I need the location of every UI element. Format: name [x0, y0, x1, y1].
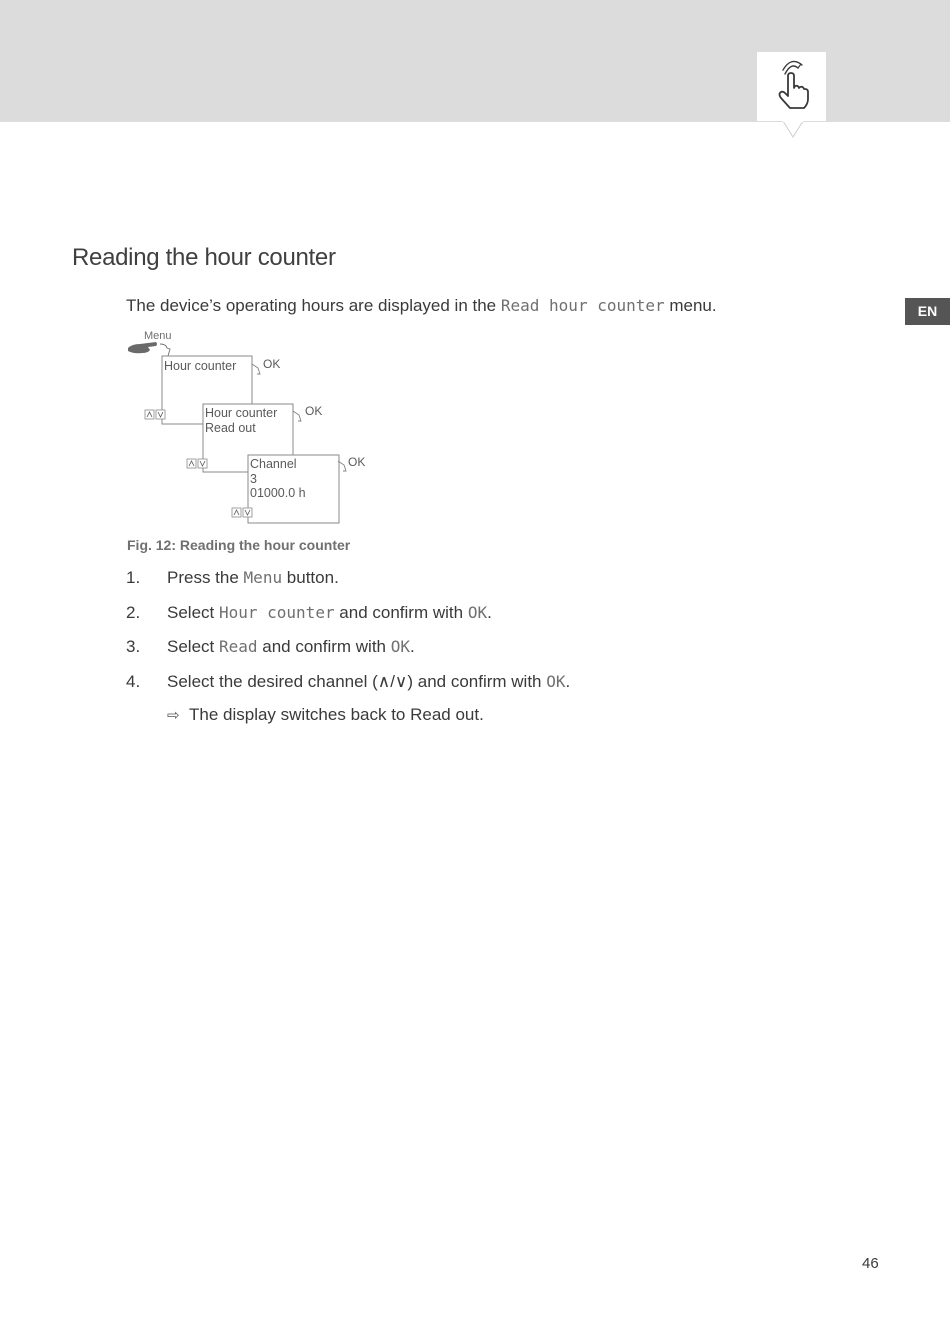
- up-down-arrow-keys: [145, 410, 165, 419]
- step-number: 2.: [126, 602, 141, 622]
- figure-caption: Fig. 12: Reading the hour counter: [127, 537, 351, 553]
- step-text-before: Select the desired channel (: [167, 671, 378, 691]
- screen1-ok-label: OK: [263, 357, 281, 371]
- step-number: 1.: [126, 568, 141, 587]
- step-text: [167, 670, 570, 694]
- step-code-ok: OK: [546, 671, 566, 691]
- step-code: Read: [218, 637, 258, 656]
- step-text-end: .: [487, 602, 492, 622]
- ok-press-icon: [293, 411, 301, 421]
- step-text-end: .: [565, 671, 571, 691]
- step-text-before: Select: [167, 602, 219, 622]
- language-badge[interactable]: EN: [905, 298, 950, 325]
- step-text-after: button.: [282, 568, 339, 587]
- step-code: Hour counter: [218, 602, 335, 622]
- step-text-before: Select: [167, 637, 219, 656]
- touch-hand-icon: [757, 52, 826, 121]
- step-text-after: ) and confirm with: [407, 671, 547, 691]
- step-number: 4.: [126, 671, 141, 691]
- screen2-line2: Read out: [205, 421, 256, 435]
- up-down-arrow-keys: [232, 508, 252, 517]
- intro-paragraph: [126, 296, 717, 316]
- screen2-line1: Hour counter: [205, 406, 278, 420]
- result-line: [167, 705, 484, 725]
- menu-navigation-figure: [126, 326, 386, 531]
- screen3-line1: Channel: [250, 457, 297, 471]
- step-code-ok: OK: [390, 637, 411, 656]
- screen3-ok-label: OK: [348, 455, 366, 469]
- step-arrow-keys: ∧/∨: [377, 671, 408, 691]
- step-code-ok: OK: [467, 602, 488, 622]
- step-text-after: and confirm with: [257, 637, 391, 656]
- step-text: [167, 635, 415, 659]
- step-text-end: .: [410, 637, 415, 656]
- step-text-after: and confirm with: [334, 602, 468, 622]
- step-text: [167, 601, 492, 625]
- screen3-line3: 01000.0 h: [250, 486, 306, 500]
- intro-text-before: The device’s operating hours are displayed in the: [126, 296, 501, 315]
- intro-text-after: menu.: [664, 296, 717, 315]
- screen2-ok-label: OK: [305, 404, 323, 418]
- figure-menu-label: Menu: [144, 330, 172, 342]
- result-text: The display switches back to Read out.: [189, 705, 484, 724]
- pointing-hand-icon: [128, 342, 170, 356]
- intro-menu-name: Read hour counter: [500, 296, 665, 315]
- page-number: 46: [862, 1255, 879, 1272]
- page-title: Reading the hour counter: [72, 244, 336, 271]
- up-down-arrow-keys: [187, 459, 207, 468]
- step-number: 3.: [126, 637, 141, 656]
- screen1-line1: Hour counter: [164, 359, 237, 373]
- screen3-line2: 3: [250, 472, 257, 486]
- ok-press-icon: [252, 364, 260, 374]
- step-text-before: Press the: [167, 568, 244, 587]
- step-code: Menu: [243, 568, 283, 587]
- step-text: [167, 566, 339, 590]
- arrow-right-outline-icon: ⇨: [167, 707, 180, 724]
